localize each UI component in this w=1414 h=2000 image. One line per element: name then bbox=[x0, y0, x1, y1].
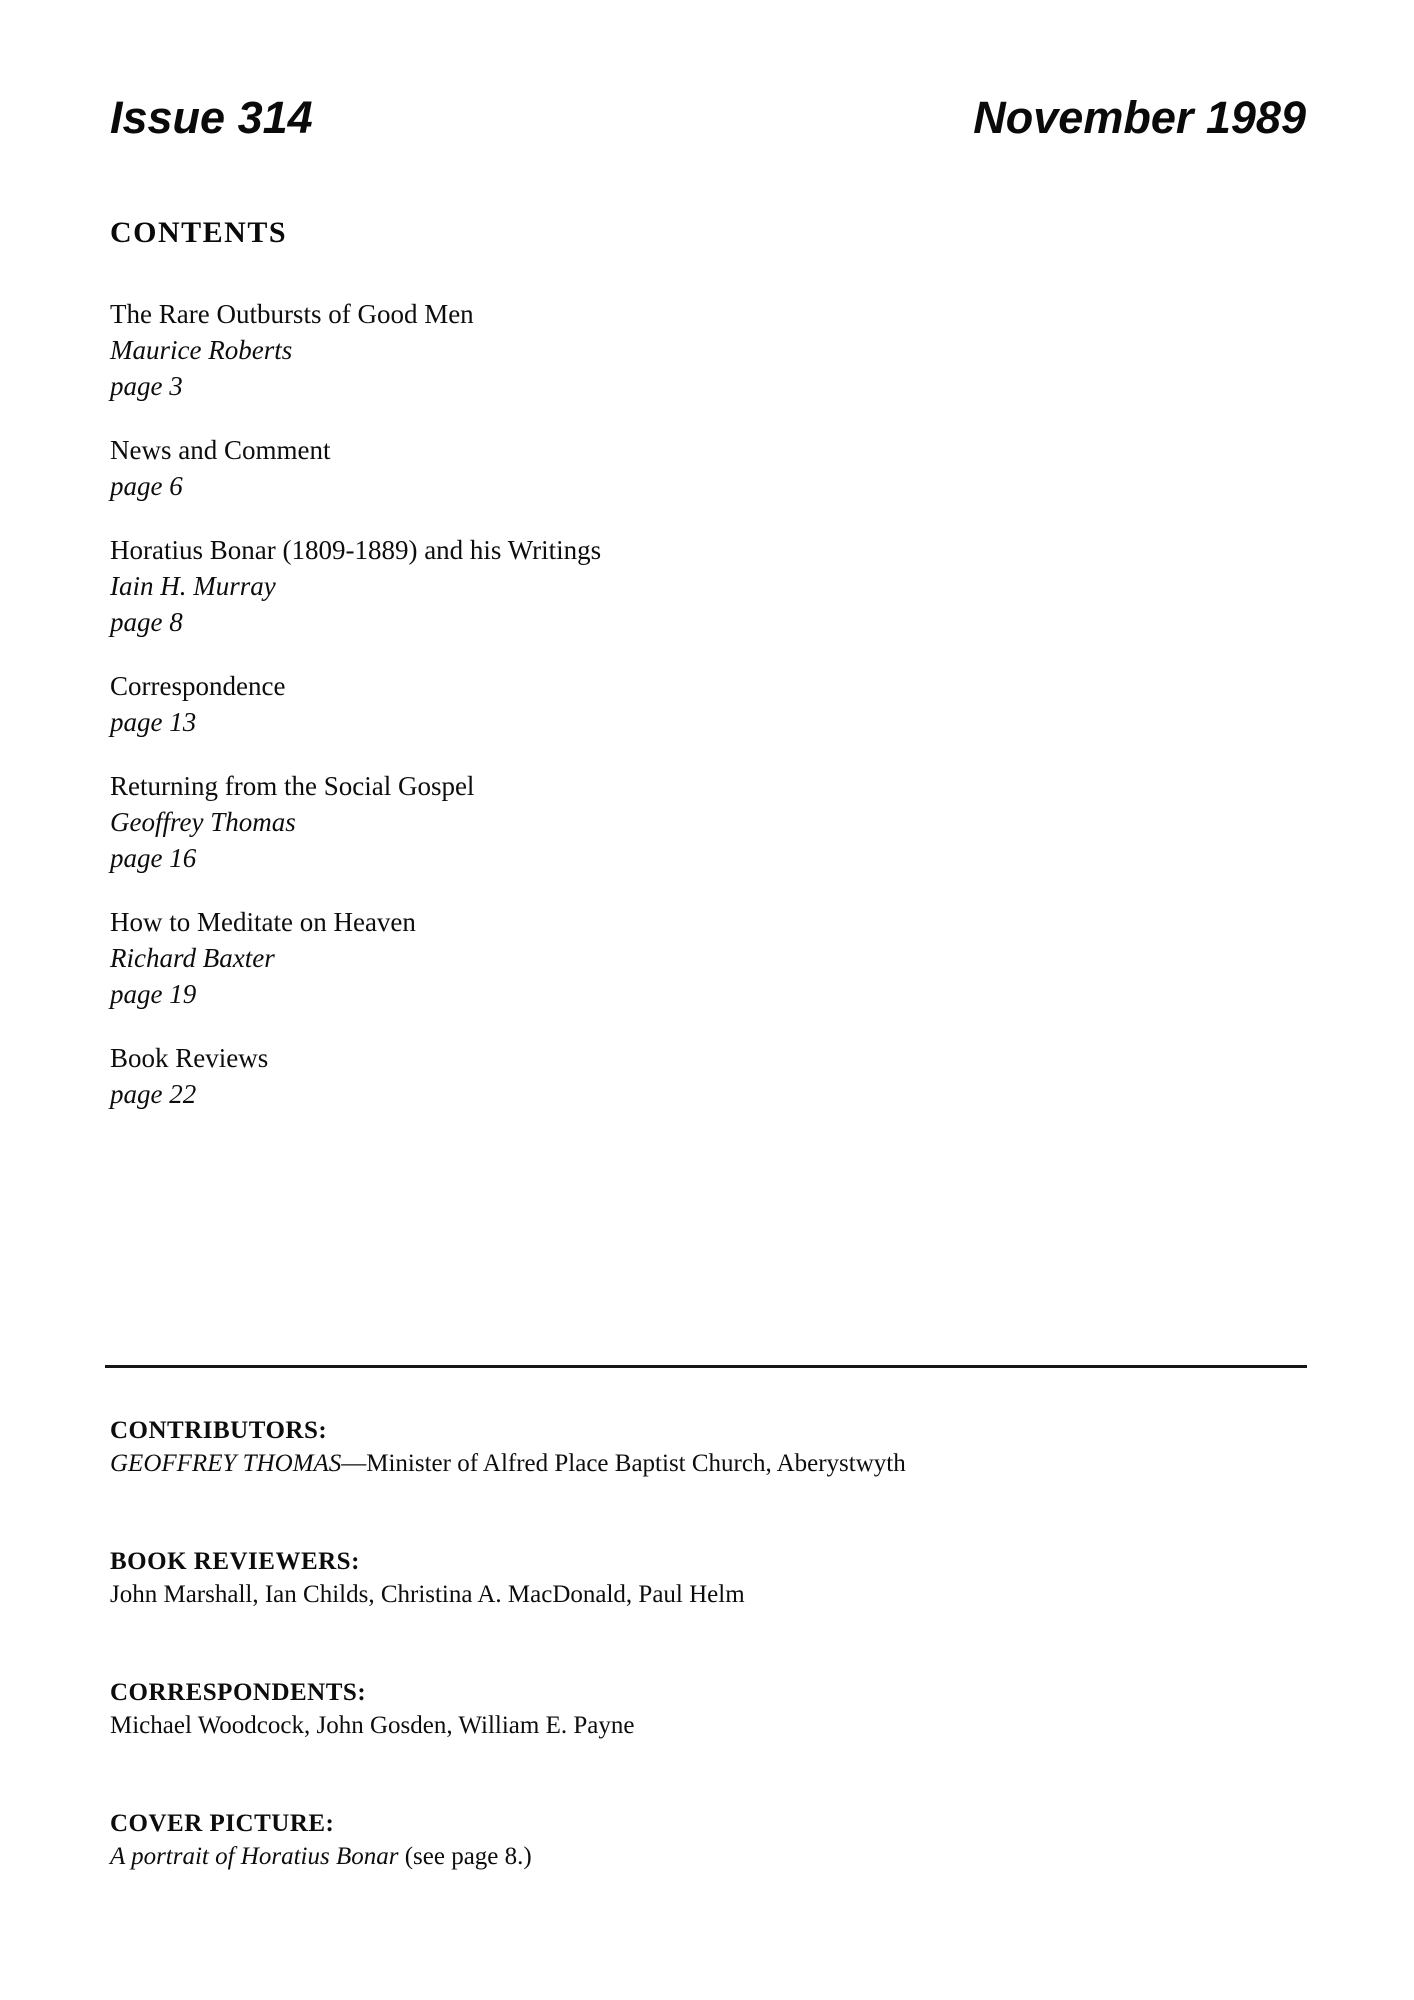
credit-text: (see page 8.) bbox=[398, 1843, 532, 1870]
credit-section-heading: CONTRIBUTORS: bbox=[110, 1417, 328, 1444]
toc-entry-page: page 13 bbox=[110, 707, 197, 737]
credit-section-body bbox=[110, 1578, 1210, 1611]
credit-section-heading: CORRESPONDENTS: bbox=[110, 1679, 367, 1706]
toc-entry-page: page 8 bbox=[110, 607, 183, 637]
toc-entry-title: Book Reviews bbox=[110, 1043, 269, 1073]
toc-entry bbox=[110, 668, 1010, 740]
credit-section bbox=[110, 1545, 1210, 1611]
credit-section-heading: COVER PICTURE: bbox=[110, 1810, 335, 1837]
toc-entry-author: Geoffrey Thomas bbox=[110, 807, 296, 837]
divider-rule bbox=[105, 1365, 1307, 1368]
toc-entry bbox=[110, 432, 1010, 504]
masthead bbox=[110, 90, 1306, 146]
toc-entry-title: How to Meditate on Heaven bbox=[110, 907, 416, 937]
toc-entry-page: page 22 bbox=[110, 1079, 197, 1109]
toc-entry bbox=[110, 904, 1010, 1012]
credit-section bbox=[110, 1807, 1210, 1873]
credit-section-body bbox=[110, 1709, 1210, 1742]
issue-number: Issue 314 bbox=[110, 92, 313, 143]
toc-entry-title: Returning from the Social Gospel bbox=[110, 771, 475, 801]
toc-entry bbox=[110, 1040, 1010, 1112]
credit-text: John Marshall, Ian Childs, Christina A. MacDonald, Paul Helm bbox=[110, 1581, 745, 1608]
toc-entry-author: Maurice Roberts bbox=[110, 335, 293, 365]
contents-heading: CONTENTS bbox=[110, 216, 288, 249]
credit-text: Minister of Alfred Place Baptist Church, Aberystwyth bbox=[366, 1450, 906, 1477]
toc-entry bbox=[110, 296, 1010, 404]
toc-entry-title: News and Comment bbox=[110, 435, 331, 465]
issue-date: November 1989 bbox=[973, 92, 1306, 143]
credit-section-body bbox=[110, 1840, 1210, 1873]
toc-entry-title: Horatius Bonar (1809-1889) and his Writings bbox=[110, 535, 602, 565]
toc-entry-author: Richard Baxter bbox=[110, 943, 275, 973]
toc-entry-title: Correspondence bbox=[110, 671, 286, 701]
toc-entry-title: The Rare Outbursts of Good Men bbox=[110, 299, 474, 329]
credit-section-body bbox=[110, 1447, 1210, 1480]
toc-entry bbox=[110, 768, 1010, 876]
credit-text: Michael Woodcock, John Gosden, William E. Payne bbox=[110, 1712, 635, 1739]
credit-dash: — bbox=[341, 1450, 367, 1477]
credit-section-heading: BOOK REVIEWERS: bbox=[110, 1548, 360, 1575]
toc-entry-page: page 6 bbox=[110, 471, 183, 501]
credit-section bbox=[110, 1414, 1210, 1480]
toc-entry-page: page 16 bbox=[110, 843, 197, 873]
toc-entry-page: page 3 bbox=[110, 371, 183, 401]
credit-lead-italic: A portrait of Horatius Bonar bbox=[110, 1843, 399, 1870]
toc-entry-author: Iain H. Murray bbox=[110, 571, 276, 601]
toc-entry-page: page 19 bbox=[110, 979, 197, 1009]
toc-list bbox=[110, 296, 1010, 1140]
toc-entry bbox=[110, 532, 1010, 640]
credit-section bbox=[110, 1676, 1210, 1742]
credit-lead-italic: GEOFFREY THOMAS bbox=[110, 1450, 342, 1477]
credit-sections bbox=[110, 1414, 1210, 1938]
